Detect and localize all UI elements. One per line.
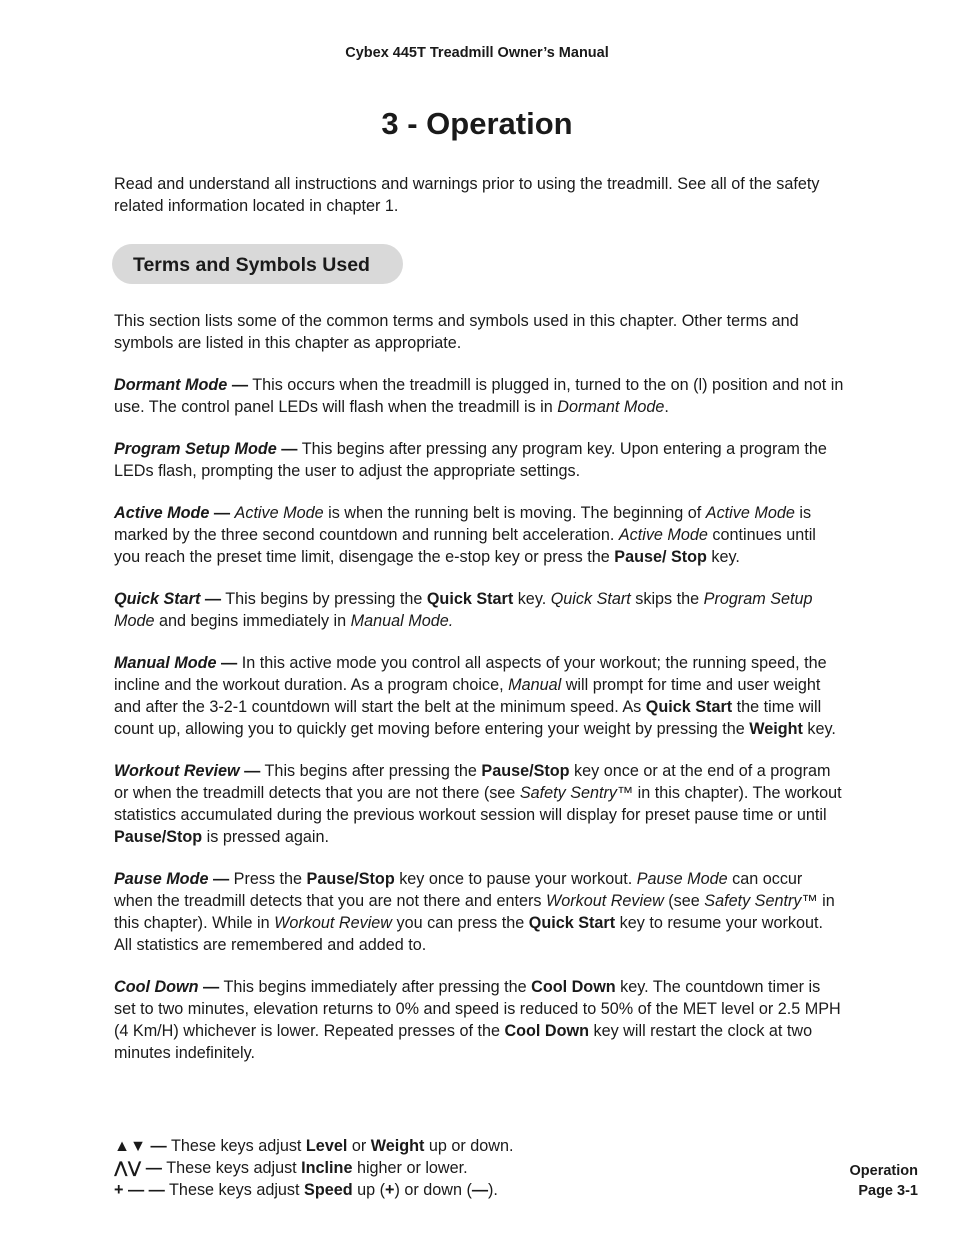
bold-run: Pause/Stop (481, 762, 570, 780)
bold-run: + (385, 1181, 395, 1199)
text-run: key once or at the end of a program or when the treadmill detects that you are not there (see (114, 762, 831, 802)
definition-item (114, 502, 844, 568)
section-heading-pill (112, 244, 403, 284)
text-run: ). (488, 1181, 498, 1199)
bold-run: Quick Start (645, 698, 733, 716)
key-legend (114, 1135, 714, 1201)
text-run: key. (513, 590, 551, 608)
plus-minus-icon: + — (114, 1181, 145, 1199)
text-run: ) or down ( (394, 1181, 472, 1199)
em-dash: — (145, 1159, 162, 1177)
em-dash: — (203, 978, 220, 996)
definition-item (114, 760, 844, 848)
definition-item (114, 438, 844, 482)
em-dash: — (148, 1181, 165, 1199)
bold-run: — (471, 1181, 489, 1199)
em-dash: — (281, 440, 298, 458)
page-footer (850, 1161, 918, 1201)
italic-run: Program Setup Mode (114, 590, 813, 630)
definition-term: Dormant Mode (114, 376, 228, 394)
em-dash: — (231, 376, 248, 394)
text-run: This begins after pressing any program key. Upon entering a program the LEDs flash, prompting the user to adjust the appropriate settings. (114, 440, 827, 480)
italic-run: Workout Review (545, 892, 664, 910)
chapter-title: 3 - Operation (381, 106, 573, 141)
italic-run: Manual (508, 676, 562, 694)
text-run: is pressed again. (202, 828, 330, 846)
text-run: will prompt for time and user weight and after the 3-2-1 countdown will start the belt at the minimum speed. As (114, 676, 821, 716)
text-run: up ( (352, 1181, 386, 1199)
italic-run: Quick Start (550, 590, 631, 608)
bold-run: Quick Start (528, 914, 616, 932)
intro-paragraph: Read and understand all instructions and warnings prior to using the treadmill. See all of the safety related information located in chapter 1. (114, 175, 820, 215)
text-run: In this active mode you control all aspects of your workout; the running speed, the incline and the workout duration. As a program choice, (114, 654, 827, 694)
text-run: higher or lower. (352, 1159, 468, 1177)
definition-item (114, 652, 844, 740)
definition-item (114, 868, 844, 956)
definition-item (114, 374, 844, 418)
bold-run: Cool Down (504, 1022, 589, 1040)
key-legend-row (114, 1135, 714, 1157)
definition-item (114, 588, 844, 632)
text-run: ™ in this chapter). The workout statistics accumulated during the previous workout session will display for preset pause time or until (114, 784, 842, 824)
key-legend-row (114, 1179, 714, 1201)
terms-container (114, 374, 844, 1064)
text-run: can occur when the treadmill detects that you are not there and enters (114, 870, 803, 910)
text-run: key. (802, 720, 836, 738)
text-run: is when the running belt is moving. The beginning of (323, 504, 706, 522)
italic-run: Active Mode (234, 504, 324, 522)
bold-run: Speed (304, 1181, 353, 1199)
em-dash: — (150, 1137, 167, 1155)
key-legend-row (114, 1157, 714, 1179)
italic-run: Workout Review (274, 914, 392, 932)
text-run: the time will count up, allowing you to quickly get moving before entering your weight by pressing the (114, 698, 822, 738)
text-run: key will restart the clock at two minutes indefinitely. (114, 1022, 813, 1062)
text-run: key once to pause your workout. (394, 870, 637, 888)
section-heading: Terms and Symbols Used (133, 254, 370, 276)
text-run: These keys adjust (169, 1181, 305, 1199)
text-run: . (664, 398, 669, 416)
definition-term: Pause Mode (114, 870, 209, 888)
text-run: key to resume your workout. All statistics are remembered and added to. (114, 914, 823, 954)
em-dash: — (212, 870, 230, 888)
text-run: Press the (233, 870, 307, 888)
text-run: This begins immediately after pressing the (223, 978, 532, 996)
bold-run: Pause/ Stop (614, 548, 707, 566)
incline-chevrons-icon: ⋀⋁ (114, 1159, 142, 1177)
definition-term: Cool Down (114, 978, 199, 996)
italic-run: Active Mode (705, 504, 795, 522)
bold-run: Cool Down (531, 978, 616, 996)
definition-term: Manual Mode (114, 654, 217, 672)
text-run: or (347, 1137, 371, 1155)
bold-run: Pause/Stop (114, 828, 203, 846)
definition-term: Active Mode (114, 504, 210, 522)
text-run: continues until you reach the preset time limit, disengage the e-stop key or press the (114, 526, 816, 566)
definition-term: Workout Review (114, 762, 240, 780)
bold-run: Quick Start (426, 590, 514, 608)
text-run: These keys adjust (170, 1137, 306, 1155)
running-head: Cybex 445T Treadmill Owner’s Manual (345, 45, 609, 61)
text-run: key. (706, 548, 740, 566)
em-dash: — (244, 762, 261, 780)
italic-run: Safety Sentry (704, 892, 802, 910)
text-run: key. The countdown timer is set to two minutes, elevation returns to 0% and speed is reduced to 50% of the MET level or 2.5 MPH (4 Km/H) whichever is lower. Repeated presses of the (114, 978, 841, 1040)
text-run: ™ in this chapter). While in (114, 892, 835, 932)
italic-run: Safety Sentry (519, 784, 617, 802)
em-dash: — (213, 504, 231, 522)
text-run: you can press the (391, 914, 529, 932)
section-lead: This section lists some of the common terms and symbols used in this chapter. Other terms and symbols are listed in this chapter as appropriate. (114, 312, 799, 352)
em-dash: — (221, 654, 238, 672)
text-run: and begins immediately in (154, 612, 351, 630)
text-run: (see (663, 892, 705, 910)
text-run: These keys adjust (166, 1159, 302, 1177)
definition-term: Program Setup Mode (114, 440, 277, 458)
bold-run: Pause/Stop (306, 870, 395, 888)
italic-run: Dormant Mode (557, 398, 665, 416)
definitions-list (114, 310, 844, 1084)
text-run: This occurs when the treadmill is plugged in, turned to the on (l) position and not in use. The control panel LEDs will flash when the treadmill is in (114, 376, 844, 416)
definition-item (114, 976, 844, 1064)
bold-run: Incline (301, 1159, 353, 1177)
text-run: is marked by the three second countdown and running belt acceleration. (114, 504, 812, 544)
text-run: skips the (630, 590, 704, 608)
italic-run: Manual Mode. (350, 612, 454, 630)
level-weight-arrows-icon: ▲▼ (114, 1137, 147, 1155)
em-dash: — (204, 590, 222, 608)
text-run: This begins after pressing the (264, 762, 482, 780)
definition-term: Quick Start (114, 590, 201, 608)
italic-run: Pause Mode (636, 870, 728, 888)
text-run: This begins by pressing the (225, 590, 427, 608)
footer-section: Operation (849, 1163, 918, 1179)
bold-run: Level (305, 1137, 348, 1155)
text-run: up or down. (424, 1137, 514, 1155)
italic-run: Active Mode (618, 526, 708, 544)
bold-run: Weight (370, 1137, 425, 1155)
footer-page-number: Page 3-1 (858, 1183, 918, 1199)
bold-run: Weight (749, 720, 803, 738)
